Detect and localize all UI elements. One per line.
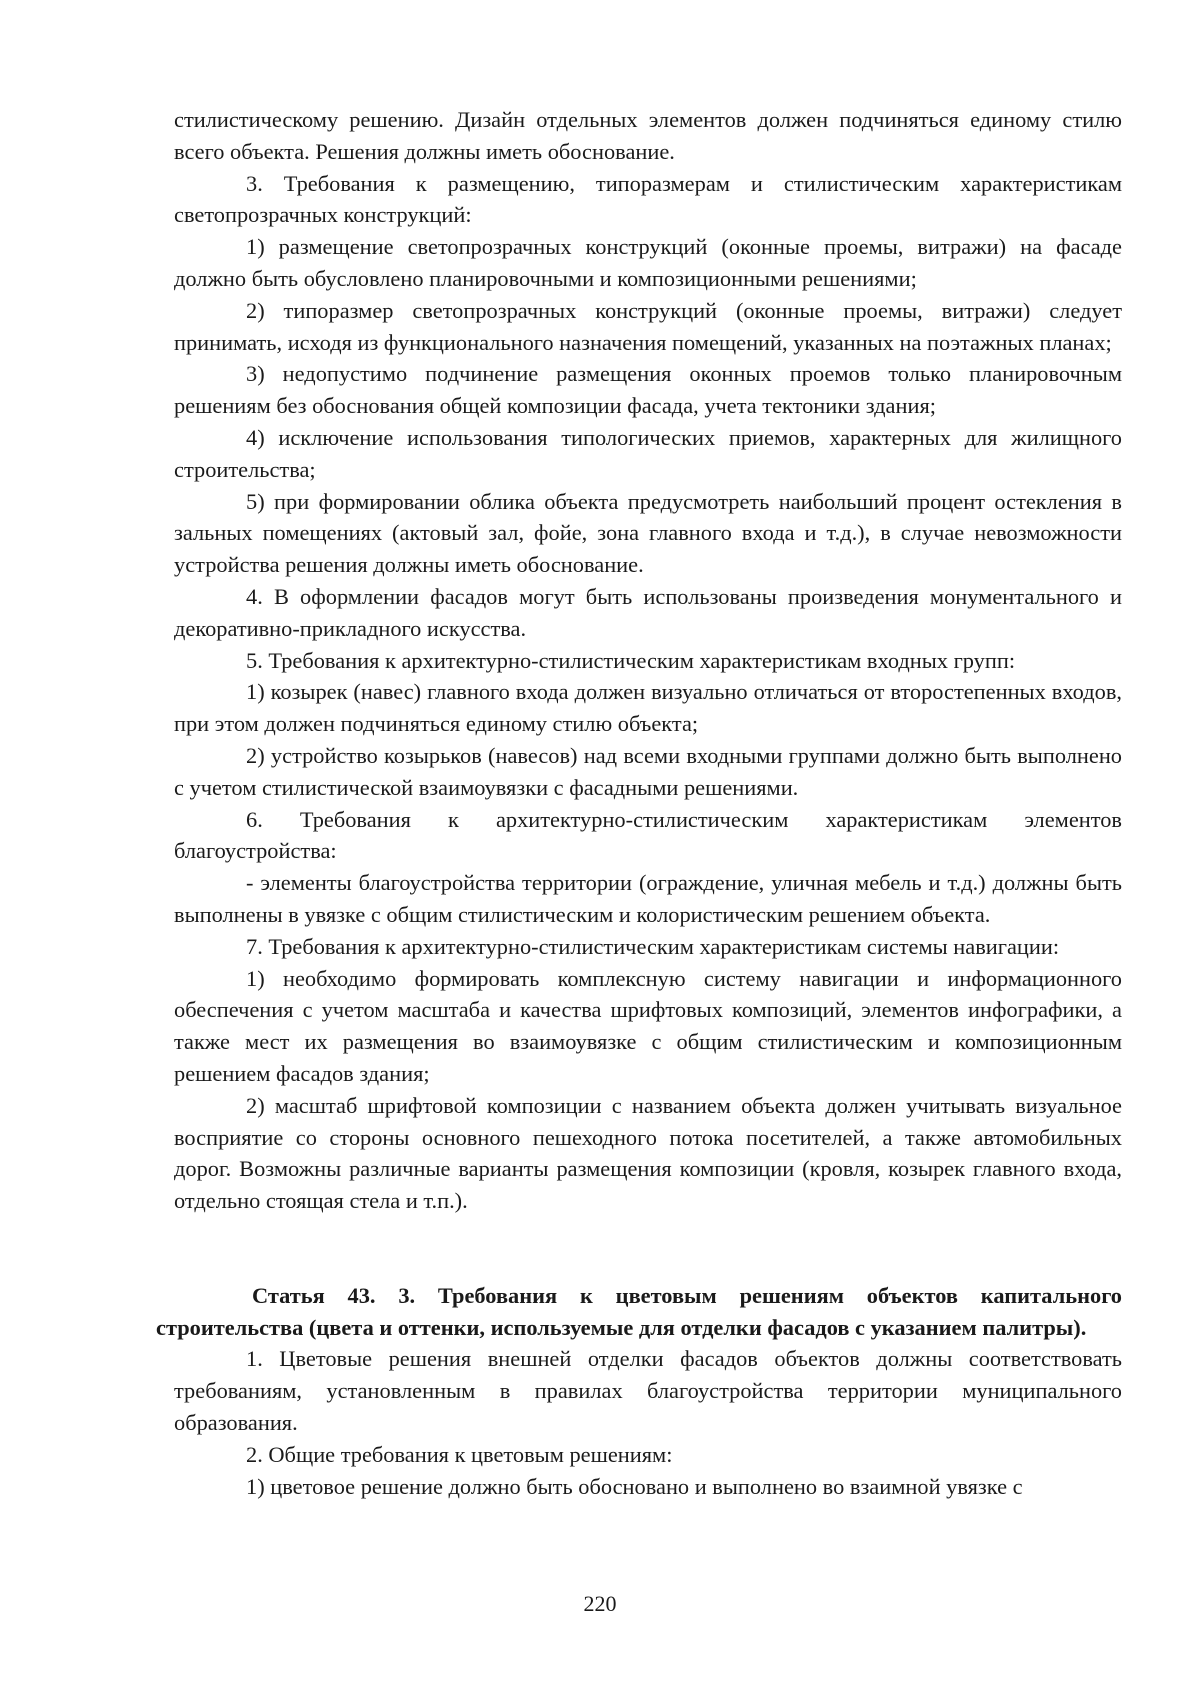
paragraph: 3. Требования к размещению, типоразмерам и стилистическим характеристикам светопрозрачных конструкций: bbox=[174, 170, 1122, 228]
paragraph: стилистическому решению. Дизайн отдельных элементов должен подчиняться единому стилю всего объекта. Решения должны иметь обоснование. bbox=[174, 107, 1122, 164]
document-page bbox=[156, 104, 1122, 1502]
paragraph: 4. В оформлении фасадов могут быть использованы произведения монументального и декоративно-прикладного искусства. bbox=[174, 583, 1122, 641]
paragraph: 7. Требования к архитектурно-стилистическим характеристикам системы навигации: bbox=[246, 933, 1060, 959]
article-heading: Статья 43. 3. Требования к цветовым решениям объектов капитального строительства (цвета и оттенки, используемые для отделки фасадов с указанием палитры). bbox=[156, 1282, 1122, 1340]
paragraph: 2) устройство козырьков (навесов) над всеми входными группами должно быть выполнено с учетом стилистической взаимоувязки с фасадными решениями. bbox=[174, 742, 1122, 800]
section-spacer bbox=[174, 1217, 1122, 1280]
paragraph: 5) при формировании облика объекта предусмотреть наибольший процент остекления в зальных помещениях (актовый зал, фойе, зона главного входа и т.д.), в случае невозможности устройства решения должны иметь обоснование. bbox=[174, 488, 1122, 578]
page-number: 220 bbox=[583, 1591, 617, 1616]
paragraph: 1) необходимо формировать комплексную систему навигации и информационного обеспечения с учетом масштаба и качества шрифтовых композиций, элементов инфографики, а также мест их размещения во взаимоувязке с общим стилистическим и композиционным решением фасадов здания; bbox=[174, 965, 1122, 1086]
paragraph: 1) размещение светопрозрачных конструкций (оконные проемы, витражи) на фасаде должно быть обусловлено планировочными и композиционными решениями; bbox=[174, 234, 1122, 291]
paragraph: 3) недопустимо подчинение размещения оконных проемов только планировочным решениям без обоснования общей композиции фасада, учета тектоники здания; bbox=[174, 361, 1122, 419]
paragraph: 2. Общие требования к цветовым решениям: bbox=[246, 1441, 673, 1467]
paragraph: 1) цветовое решение должно быть обосновано и выполнено во взаимной увязке с bbox=[246, 1473, 1023, 1499]
paragraph: 4) исключение использования типологических приемов, характерных для жилищного строительства; bbox=[174, 424, 1122, 482]
paragraph: 2) типоразмер светопрозрачных конструкций (оконные проемы, витражи) следует принимать, исходя из функционального назначения помещений, указанных на поэтажных планах; bbox=[174, 297, 1122, 355]
paragraph: - элементы благоустройства территории (ограждение, уличная мебель и т.д.) должны быть выполнены в увязке с общим стилистическим и колористическим решением объекта. bbox=[174, 870, 1122, 927]
paragraph: 6. Требования к архитектурно-стилистическим характеристикам элементов благоустройства: bbox=[174, 806, 1122, 864]
paragraph: 1. Цветовые решения внешней отделки фасадов объектов должны соответствовать требованиям, установленным в правилах благоустройства территории муниципального образования. bbox=[174, 1346, 1122, 1436]
paragraph: 1) козырек (навес) главного входа должен визуально отличаться от второстепенных входов, при этом должен подчиняться единому стилю объекта; bbox=[174, 679, 1122, 737]
paragraph: 2) масштаб шрифтовой композиции с названием объекта должен учитывать визуальное восприятие со стороны основного пешеходного потока посетителей, а также автомобильных дорог. Возможны различные варианты размещения композиции (кровля, козырек главного входа, отдельно стоящая стела и т.п.). bbox=[174, 1092, 1122, 1214]
paragraph: 5. Требования к архитектурно-стилистическим характеристикам входных групп: bbox=[246, 647, 1016, 673]
